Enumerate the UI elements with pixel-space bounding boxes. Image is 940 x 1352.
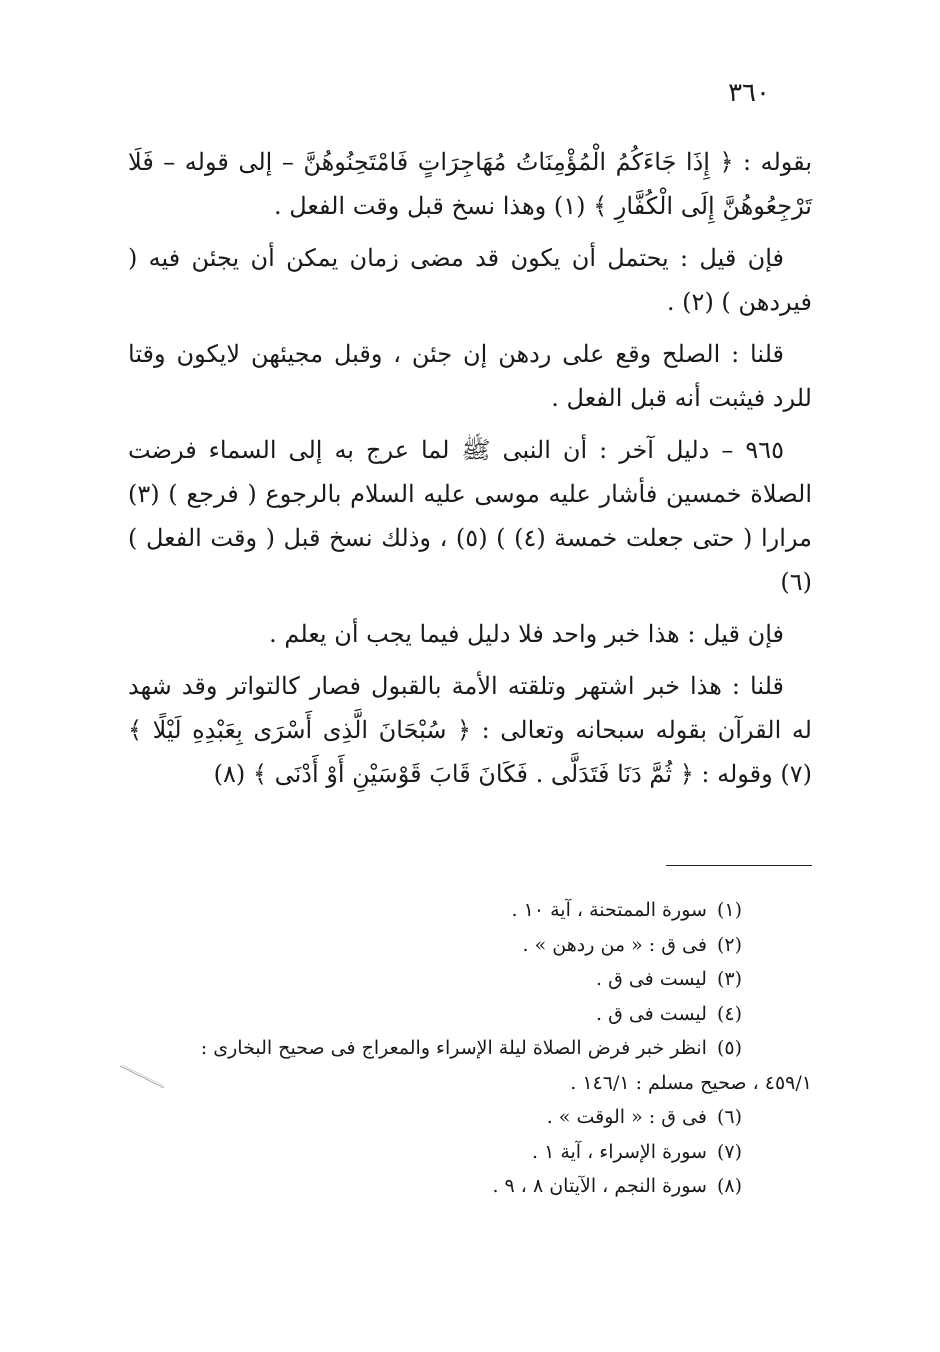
footnote-text: ليست فى ق . xyxy=(595,968,707,990)
footnote-text: انظر خبر فرض الصلاة ليلة الإسراء والمعراج فى صحيح البخارى : xyxy=(200,1037,707,1059)
footnote-number: (٤) xyxy=(716,1002,742,1025)
footnote-text: ليست فى ق . xyxy=(595,1002,707,1025)
footnote-text: فى ق : « الوقت » . xyxy=(546,1106,707,1128)
scan-mark xyxy=(118,1064,166,1090)
footnote xyxy=(128,928,812,963)
paragraph: قلنا : الصلح وقع على ردهن إن جئن ، وقبل مجيئهن لايكون وقتا للرد فيثبت أنه قبل الفعل . xyxy=(128,340,812,412)
footnotes xyxy=(128,893,812,1204)
main-text xyxy=(128,140,812,804)
footnote-number: (٧) xyxy=(716,1140,742,1163)
footnote-text: فى ق : « من ردهن » . xyxy=(522,933,707,956)
paragraph: ٩٦٥ – دليل آخر : أن النبى ﷺ لما عرج به إلى السماء فرضت الصلاة خمسين فأشار عليه موسى عليه السلام بالرجوع ( فرجع ) (٣) مرارا ( حتى جعلت خمسة (٤) ) (٥) ، وذلك نسخ قبل ( وقت الفعل ) (٦) xyxy=(128,436,812,596)
footnote-text: سورة الممتحنة ، آية ١٠ . xyxy=(511,899,707,921)
page-number: ٣٦٠ xyxy=(728,78,770,108)
footnote xyxy=(128,1169,812,1204)
paragraph: قلنا : هذا خبر اشتهر وتلقته الأمة بالقبول فصار كالتواتر وقد شهد له القرآن بقوله سبحانه وتعالى : ﴿ سُبْحَانَ الَّذِى أَسْرَى بِعَبْدِهِ لَيْلًا ﴾ (٧) وقوله : ﴿ ثُمَّ دَنَا فَتَدَلَّى . فَكَانَ قَابَ قَوْسَيْنِ أَوْ أَدْنَى ﴾ (٨) xyxy=(128,672,812,788)
footnote-number: (٨) xyxy=(716,1175,742,1197)
footnote xyxy=(128,962,812,997)
footnote xyxy=(128,997,812,1032)
footnote-number: (٦) xyxy=(716,1106,742,1128)
footnote-continuation xyxy=(128,1066,812,1101)
footnote-text: سورة النجم ، الآيتان ٨ ، ٩ . xyxy=(492,1175,707,1197)
paragraph: بقوله : ﴿ إِذَا جَاءَكُمُ الْمُؤْمِنَاتُ مُهَاجِرَاتٍ فَامْتَحِنُوهُنَّ – إلى قوله – فَلَا تَرْجِعُوهُنَّ إِلَى الْكُفَّارِ ﴾ (١) وهذا نسخ قبل وقت الفعل . xyxy=(128,148,812,220)
footnote-text: سورة الإسراء ، آية ١ . xyxy=(531,1140,707,1163)
footnote xyxy=(128,1135,812,1170)
footnote-number: (١) xyxy=(716,899,742,921)
footnote xyxy=(128,893,812,928)
paragraph: فإن قيل : هذا خبر واحد فلا دليل فيما يجب أن يعلم . xyxy=(269,620,784,648)
footnote-number: (٢) xyxy=(716,933,742,956)
paragraph: فإن قيل : يحتمل أن يكون قد مضى زمان يمكن أن يجئن فيه ( فيردهن ) (٢) . xyxy=(128,244,812,316)
footnote-text: ٤٥٩/١ ، صحيح مسلم : ١٤٦/١ . xyxy=(570,1071,812,1094)
footnote xyxy=(128,1031,812,1066)
footnote xyxy=(128,1100,812,1135)
footnote-separator xyxy=(666,865,812,866)
footnote-number: (٥) xyxy=(716,1037,742,1059)
footnote-number: (٣) xyxy=(716,968,742,990)
